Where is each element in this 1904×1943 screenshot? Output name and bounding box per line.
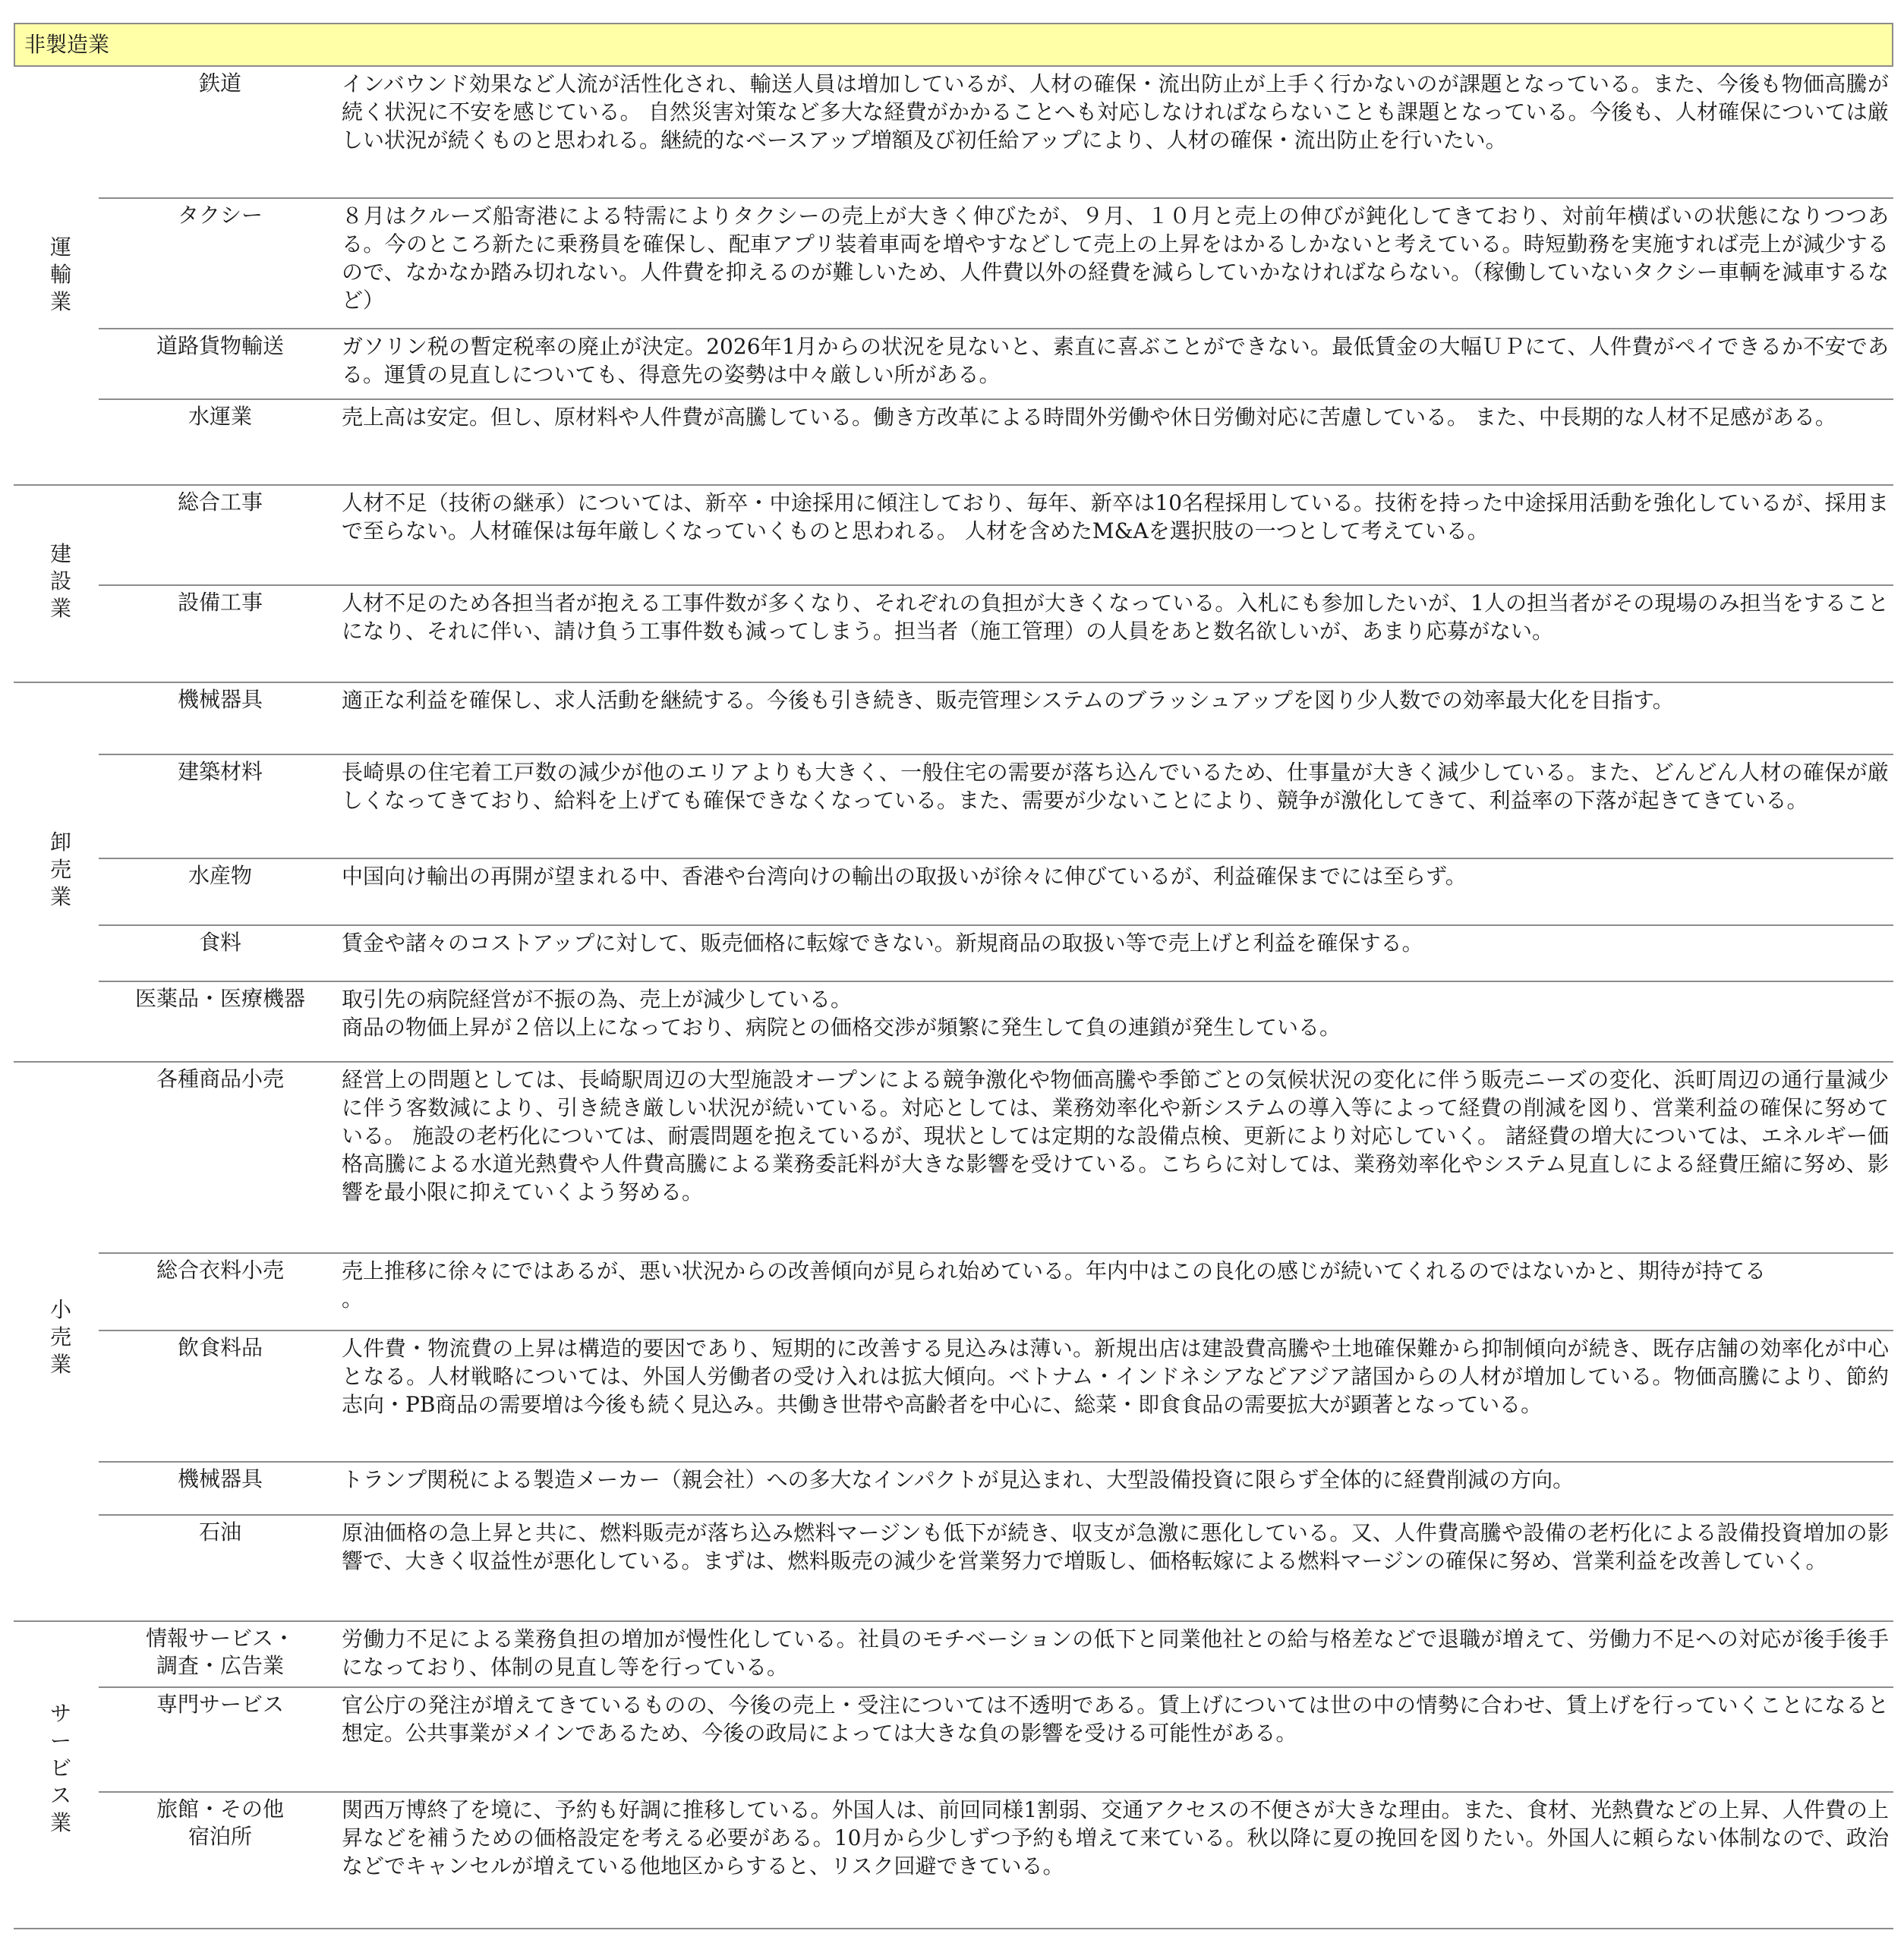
row-divider bbox=[99, 1686, 1893, 1688]
industry-label: 機械器具 bbox=[177, 1466, 263, 1491]
industry-comment: 人材不足（技術の継承）については、新卒・中途採用に傾注しており、毎年、新卒は10名程採用している。技術を持った中途採用活動を強化しているが、採用まで至らない。人材確保は毎年厳しくなっていくものと思われる。 人材を含めたM&Aを選択肢の一つとして考えている。 bbox=[342, 490, 1889, 543]
row-divider bbox=[99, 398, 1893, 400]
industry-label: 医薬品・医療機器 bbox=[134, 986, 305, 1011]
industry-label: 総合工事 bbox=[177, 490, 263, 515]
industry-comment: ガソリン税の暫定税率の廃止が決定。2026年1月からの状況を見ないと、素直に喜ぶことができない。最低賃金の大幅ＵＰにて、人件費がペイできるか不安である。運賃の見直しについても、得意先の姿勢は中々厳しい所がある。 bbox=[342, 334, 1889, 387]
row-divider bbox=[99, 1330, 1893, 1331]
industry-label: 石油 bbox=[198, 1519, 241, 1545]
industry-label: 各種商品小売 bbox=[156, 1066, 284, 1091]
industry-comment: 長崎県の住宅着工戸数の減少が他のエリアよりも大きく、一般住宅の需要が落ち込んでいるため、仕事量が大きく減少している。また、どんどん人材の確保が厳しくなってきており、給料を上げても確保できなくなっている。また、需要が少ないことにより、競争が激化してきて、利益率の下落が起きてきている。 bbox=[342, 760, 1889, 813]
sector-wholesale: 卸 売 業 bbox=[49, 830, 71, 909]
industry-label: 専門サービス bbox=[156, 1692, 284, 1717]
industry-comment: トランプ関税による製造メーカー（親会社）への多大なインパクトが見込まれ、大型設備投資に限らず全体的に経費削減の方向。 bbox=[342, 1467, 1575, 1492]
industry-comment: 取引先の病院経営が不振の為、売上が減少している。 商品の物価上昇が２倍以上になっており、病院との価格交渉が頻繁に発生して負の連鎖が発生している。 bbox=[342, 987, 1341, 1040]
sector-retail: 小 売 業 bbox=[49, 1297, 71, 1377]
industry-label: タクシー bbox=[177, 203, 263, 228]
industry-label: 水産物 bbox=[188, 863, 252, 888]
table-bottom-border bbox=[14, 1928, 1893, 1929]
industry-comment: インバウンド効果など人流が活性化され、輸送人員は増加しているが、人材の確保・流出防止が上手く行かないのが課題となっている。また、今後も物価高騰が続く状況に不安を感じている。 自然災害対策など多大な経費がかかることへも対応しなければならないことも課題となっている。今後も、人材確保については厳しい状況が続くものと思われる。継続的なベースアップ増額及び初任給アップにより、人材の確保・流出防止を行いたい。 bbox=[342, 71, 1889, 153]
industry-label: 機械器具 bbox=[177, 687, 263, 712]
industry-comment: 労働力不足による業務負担の増加が慢性化している。社員のモチベーションの低下と同業他社との給与格差などで退職が増えて、労働力不足への対応が後手後手になっており、体制の見直し等を行っている。 bbox=[342, 1627, 1889, 1680]
section-header: 非製造業 bbox=[14, 23, 1893, 67]
group-divider bbox=[14, 484, 1893, 486]
row-divider bbox=[99, 584, 1893, 586]
industry-label: 鉄道 bbox=[198, 71, 241, 96]
industry-comment: 原油価格の急上昇と共に、燃料販売が落ち込み燃料マージンも低下が続き、収支が急激に悪化している。又、人件費高騰や設備の老朽化による設備投資増加の影響で、大きく収益性が悪化している。まずは、燃料販売の減少を営業努力で増販し、価格転嫁による燃料マージンの確保に努め、営業利益を改善していく。 bbox=[342, 1520, 1889, 1573]
industry-comment: 賃金や諸々のコストアップに対して、販売価格に転嫁できない。新規商品の取扱い等で売上げと利益を確保する。 bbox=[342, 931, 1423, 956]
sector-construction: 建 設 業 bbox=[49, 541, 71, 621]
industry-label: 食料 bbox=[198, 930, 241, 955]
row-divider bbox=[99, 754, 1893, 755]
industry-label: 総合衣料小売 bbox=[156, 1258, 284, 1283]
industry-comment: 官公庁の発注が増えてきているものの、今後の売上・受注については不透明である。賃上げについては世の中の情勢に合わせ、賃上げを行っていくことになると想定。公共事業がメインであるため、今後の政局によっては大きな負の影響を受ける可能性がある。 bbox=[342, 1693, 1889, 1746]
industry-comment: 人件費・物流費の上昇は構造的要因であり、短期的に改善する見込みは薄い。新規出店は建設費高騰や土地確保難から抑制傾向が続き、既存店舗の効率化が中心となる。人材戦略については、外国人労働者の受け入れは拡大傾向。ベトナム・インドネシアなどアジア諸国からの人材が増加している。物価高騰により、節約志向・PB商品の需要増は今後も続く見込み。共働き世帯や高齢者を中心に、総菜・即食食品の需要拡大が顕著となっている。 bbox=[342, 1336, 1889, 1417]
row-divider bbox=[99, 858, 1893, 859]
industry-comment: 人材不足のため各担当者が抱える工事件数が多くなり、それぞれの負担が大きくなっている。入札にも参加したいが、1人の担当者がその現場のみ担当をすることになり、それに伴い、請け負う工事件数も減ってしまう。担当者（施工管理）の人員をあと数名欲しいが、あまり応募がない。 bbox=[342, 590, 1889, 644]
row-divider bbox=[99, 197, 1893, 199]
row-divider bbox=[99, 981, 1893, 982]
industry-comment: 売上高は安定。但し、原材料や人件費が高騰している。働き方改革による時間外労働や休日労働対応に苦慮している。 また、中長期的な人材不足感がある。 bbox=[342, 405, 1836, 430]
industry-comment: 適正な利益を確保し、求人活動を継続する。今後も引き続き、販売管理システムのブラッシュアップを図り少人数での効率最大化を目指す。 bbox=[342, 688, 1674, 713]
row-divider bbox=[99, 328, 1893, 329]
sector-services: サ ー ビ ス 業 bbox=[49, 1701, 71, 1835]
row-divider bbox=[99, 924, 1893, 926]
industry-label: 飲食料品 bbox=[177, 1335, 263, 1360]
industry-label: 旅館・その他 宿泊所 bbox=[156, 1797, 284, 1849]
industry-comment: ８月はクルーズ船寄港による特需によりタクシーの売上が大きく伸びたが、９月、１０月と売上の伸びが鈍化してきており、対前年横ばいの状態になりつつある。今のところ新たに乗務員を確保し、配車アプリ装着車両を増やすなどして売上の上昇をはかるしかないと考えている。時短勤務を実施すれば売上が減少するので、なかなか踏み切れない。人件費を抑えるのが難しいため、人件費以外の経費を減らしていかなければならない。（稼働していないタクシー車輌を減車するなど） bbox=[342, 203, 1889, 313]
row-divider bbox=[99, 1252, 1893, 1254]
group-divider bbox=[14, 1061, 1893, 1063]
industry-label: 建築材料 bbox=[177, 759, 263, 784]
industry-label: 道路貨物輸送 bbox=[156, 333, 284, 358]
industry-comment: 中国向け輸出の再開が望まれる中、香港や台湾向けの輸出の取扱いが徐々に伸びているが、利益確保までには至らず。 bbox=[342, 864, 1467, 889]
industry-comment: 売上推移に徐々にではあるが、悪い状況からの改善傾向が見られ始めている。年内中はこの良化の感じが続いてくれるのではないかと、期待が持てる 。 bbox=[342, 1258, 1767, 1312]
industry-comment: 経営上の問題としては、長崎駅周辺の大型施設オープンによる競争激化や物価高騰や季節ごとの気候状況の変化に伴う販売ニーズの変化、浜町周辺の通行量減少に伴う客数減により、引き続き厳しい状況が続いている。対応としては、業務効率化や新システムの導入等によって経費の削減を図り、営業利益の確保に努めている。 施設の老朽化については、耐震問題を抱えているが、現状としては定期的な設備点検、更新により対応していく。 諸経費の増大については、エネルギー価格高騰による水道光熱費や人件費高騰による業務委託料が大きな影響を受けている。こちらに対しては、業務効率化やシステム見直しによる経費圧縮に努め、影響を最小限に抑えていくよう努める。 bbox=[342, 1067, 1889, 1205]
industry-label: 水運業 bbox=[188, 404, 252, 429]
row-divider bbox=[99, 1791, 1893, 1793]
row-divider bbox=[99, 1461, 1893, 1463]
row-divider bbox=[99, 1514, 1893, 1516]
group-divider bbox=[14, 682, 1893, 683]
industry-label: 情報サービス・ 調査・広告業 bbox=[145, 1626, 295, 1678]
sector-transport: 運 輸 業 bbox=[49, 235, 71, 314]
group-divider bbox=[14, 1620, 1893, 1622]
industry-comment: 関西万博終了を境に、予約も好調に推移している。外国人は、前回同様1割弱、交通アクセスの不便さが大きな理由。また、食材、光熱費などの上昇、人件費の上昇などを補うための価格設定を考える必要がある。10月から少しずつ予約も増えて来ている。秋以降に夏の挽回を図りたい。外国人に頼らない体制なので、政治などでキャンセルが増えている他地区からすると、リスク回避できている。 bbox=[342, 1797, 1889, 1878]
industry-label: 設備工事 bbox=[177, 590, 263, 615]
